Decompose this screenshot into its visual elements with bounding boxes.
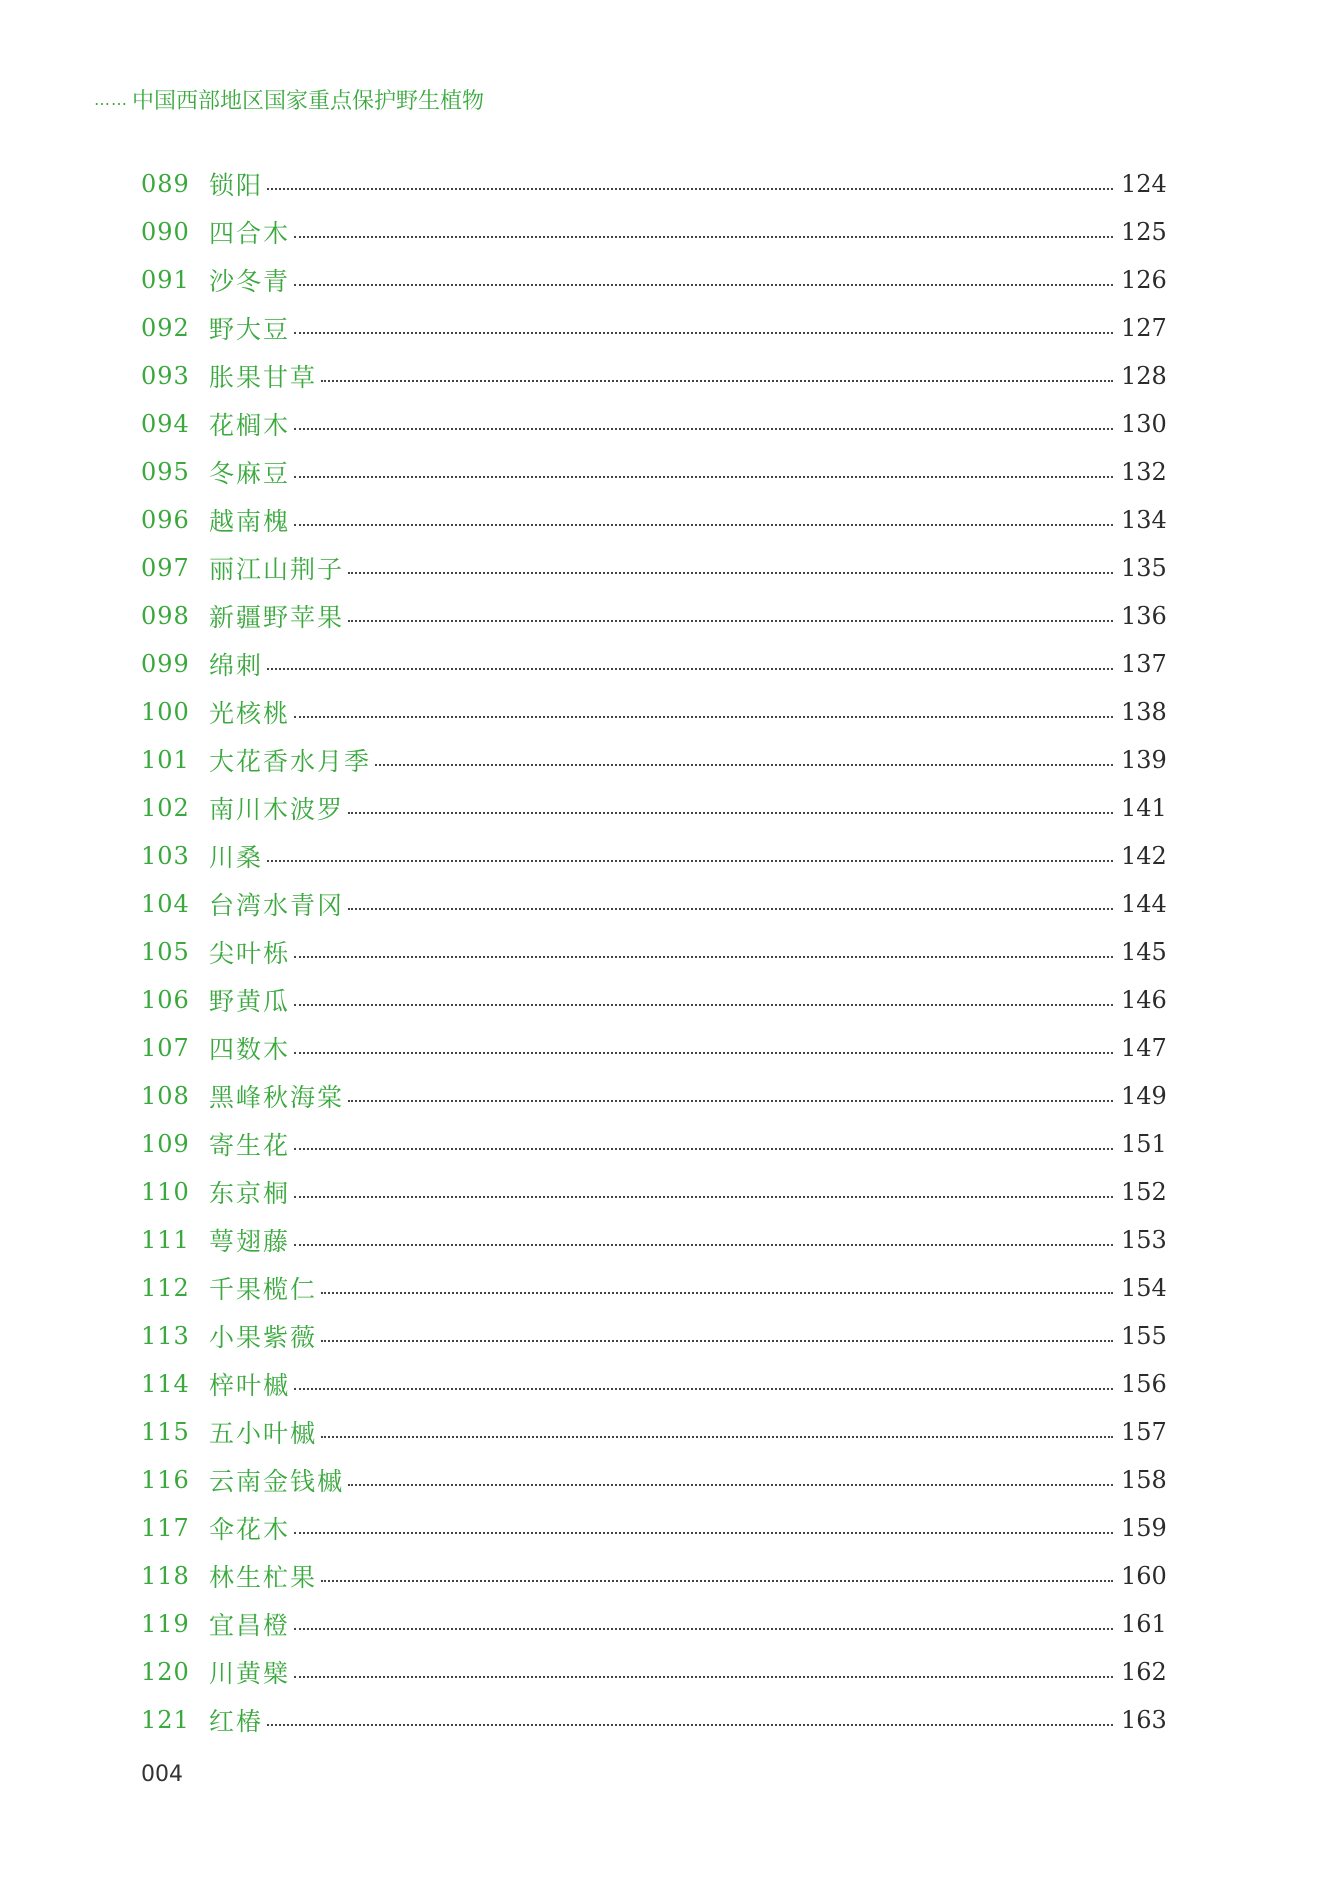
toc-entry-number: 090 xyxy=(141,218,190,246)
book-title: 中国西部地区国家重点保护野生植物 xyxy=(132,89,485,114)
toc-entry-number: 113 xyxy=(141,1322,190,1350)
toc-entry[interactable] xyxy=(141,928,1165,976)
dot-leader xyxy=(375,764,1113,766)
toc-entry-title: 尖叶栎 xyxy=(209,939,291,968)
toc-entry-title: 新疆野苹果 xyxy=(209,603,345,632)
toc-entry-title: 四数木 xyxy=(209,1035,291,1064)
toc-entry-number: 102 xyxy=(141,794,190,822)
toc-entry[interactable] xyxy=(141,1648,1165,1696)
dot-leader xyxy=(294,1052,1113,1054)
toc-entry-page: 157 xyxy=(1121,1418,1167,1446)
toc-entry-page: 142 xyxy=(1121,842,1167,870)
toc-entry-number: 119 xyxy=(141,1610,190,1638)
toc-entry[interactable] xyxy=(141,1504,1165,1552)
toc-entry-page: 151 xyxy=(1121,1130,1167,1158)
toc-entry-number: 091 xyxy=(141,266,190,294)
toc-entry-title: 光核桃 xyxy=(209,699,291,728)
toc-entry-page: 134 xyxy=(1121,506,1167,534)
toc-entry[interactable] xyxy=(141,1552,1165,1600)
toc-entry[interactable] xyxy=(141,304,1165,352)
toc-entry-page: 128 xyxy=(1121,362,1167,390)
toc-entry-page: 137 xyxy=(1121,650,1167,678)
toc-entry-page: 130 xyxy=(1121,410,1167,438)
toc-entry-page: 155 xyxy=(1121,1322,1167,1350)
toc-entry-page: 162 xyxy=(1121,1658,1167,1686)
toc-entry[interactable] xyxy=(141,208,1165,256)
toc-entry-page: 149 xyxy=(1121,1082,1167,1110)
dot-leader xyxy=(267,188,1113,190)
toc-entry[interactable] xyxy=(141,1456,1165,1504)
dot-leader xyxy=(294,1244,1113,1246)
toc-entry[interactable] xyxy=(141,160,1165,208)
dot-leader xyxy=(294,476,1113,478)
toc-entry[interactable] xyxy=(141,496,1165,544)
toc-entry-number: 107 xyxy=(141,1034,190,1062)
toc-entry-title: 梓叶槭 xyxy=(209,1371,291,1400)
toc-entry-page: 127 xyxy=(1121,314,1167,342)
dot-leader xyxy=(294,1004,1113,1006)
toc-entry[interactable] xyxy=(141,592,1165,640)
toc-entry-number: 105 xyxy=(141,938,190,966)
toc-entry-title: 林生杧果 xyxy=(209,1563,318,1592)
toc-entry[interactable] xyxy=(141,736,1165,784)
dot-leader xyxy=(348,812,1113,814)
dot-leader xyxy=(348,1100,1113,1102)
toc-entry[interactable] xyxy=(141,256,1165,304)
toc-entry-page: 144 xyxy=(1121,890,1167,918)
dot-leader xyxy=(294,284,1113,286)
toc-entry-page: 141 xyxy=(1121,794,1167,822)
dot-leader xyxy=(348,908,1113,910)
toc-entry-title: 冬麻豆 xyxy=(209,459,291,488)
toc-entry[interactable] xyxy=(141,400,1165,448)
toc-entry[interactable] xyxy=(141,1216,1165,1264)
toc-entry-title: 川桑 xyxy=(209,843,264,872)
dot-leader xyxy=(294,1196,1113,1198)
toc-entry-title: 伞花木 xyxy=(209,1515,291,1544)
dot-leader xyxy=(294,236,1113,238)
toc-entry-number: 118 xyxy=(141,1562,190,1590)
dot-leader xyxy=(294,1676,1113,1678)
toc-entry-title: 锁阳 xyxy=(209,171,264,200)
toc-entry-page: 145 xyxy=(1121,938,1167,966)
page-number: 004 xyxy=(141,1762,183,1787)
toc-entry-title: 大花香水月季 xyxy=(209,747,372,776)
dot-leader xyxy=(294,956,1113,958)
toc-entry-number: 108 xyxy=(141,1082,190,1110)
toc-entry-page: 138 xyxy=(1121,698,1167,726)
toc-entry-title: 绵刺 xyxy=(209,651,264,680)
toc-entry-number: 117 xyxy=(141,1514,190,1542)
dot-leader xyxy=(294,716,1113,718)
toc-entry-number: 110 xyxy=(141,1178,190,1206)
toc-entry-number: 115 xyxy=(141,1418,190,1446)
toc-entry-page: 125 xyxy=(1121,218,1167,246)
toc-entry-number: 116 xyxy=(141,1466,190,1494)
toc-entry-title: 东京桐 xyxy=(209,1179,291,1208)
toc-entry-number: 121 xyxy=(141,1706,190,1734)
toc-entry-number: 103 xyxy=(141,842,190,870)
dot-leader xyxy=(321,380,1113,382)
dot-leader xyxy=(294,524,1113,526)
toc-entry[interactable] xyxy=(141,1408,1165,1456)
toc-entry-title: 花榈木 xyxy=(209,411,291,440)
toc-entry[interactable] xyxy=(141,1168,1165,1216)
toc-entry-number: 104 xyxy=(141,890,190,918)
toc-entry-page: 135 xyxy=(1121,554,1167,582)
toc-entry-title: 萼翅藤 xyxy=(209,1227,291,1256)
toc-entry-page: 161 xyxy=(1121,1610,1167,1638)
dot-leader xyxy=(321,1340,1113,1342)
toc-entry-page: 124 xyxy=(1121,170,1167,198)
header-dots: …… xyxy=(94,90,128,109)
toc-entry-title: 四合木 xyxy=(209,219,291,248)
toc-entry-title: 寄生花 xyxy=(209,1131,291,1160)
toc-entry-number: 106 xyxy=(141,986,190,1014)
toc-entry[interactable] xyxy=(141,832,1165,880)
toc-entry[interactable] xyxy=(141,1600,1165,1648)
running-header xyxy=(94,85,484,117)
dot-leader xyxy=(267,668,1113,670)
toc-entry[interactable] xyxy=(141,1024,1165,1072)
toc-entry-page: 146 xyxy=(1121,986,1167,1014)
dot-leader xyxy=(348,1484,1113,1486)
toc-entry-number: 094 xyxy=(141,410,190,438)
dot-leader xyxy=(321,1436,1113,1438)
toc-entry-title: 南川木波罗 xyxy=(209,795,345,824)
toc-entry-title: 黑峰秋海棠 xyxy=(209,1083,345,1112)
toc-entry[interactable] xyxy=(141,784,1165,832)
toc-entry[interactable] xyxy=(141,1264,1165,1312)
toc-entry-title: 台湾水青冈 xyxy=(209,891,345,920)
toc-entry[interactable] xyxy=(141,1312,1165,1360)
toc-entry-number: 101 xyxy=(141,746,190,774)
dot-leader xyxy=(348,572,1113,574)
dot-leader xyxy=(321,1292,1113,1294)
dot-leader xyxy=(267,1724,1113,1726)
toc-entry-title: 千果榄仁 xyxy=(209,1275,318,1304)
toc-entry-title: 宜昌橙 xyxy=(209,1611,291,1640)
toc-entry[interactable] xyxy=(141,1072,1165,1120)
toc-entry-page: 160 xyxy=(1121,1562,1167,1590)
toc-entry-number: 095 xyxy=(141,458,190,486)
dot-leader xyxy=(267,860,1113,862)
toc-entry-page: 147 xyxy=(1121,1034,1167,1062)
toc-entry-title: 川黄檗 xyxy=(209,1659,291,1688)
dot-leader xyxy=(348,620,1113,622)
toc-entry[interactable] xyxy=(141,688,1165,736)
toc-entry-page: 152 xyxy=(1121,1178,1167,1206)
toc-entry-title: 小果紫薇 xyxy=(209,1323,318,1352)
dot-leader xyxy=(294,332,1113,334)
toc-entry-page: 153 xyxy=(1121,1226,1167,1254)
toc-entry-number: 120 xyxy=(141,1658,190,1686)
toc-entry-number: 100 xyxy=(141,698,190,726)
toc-entry[interactable] xyxy=(141,880,1165,928)
toc-entry-title: 云南金钱槭 xyxy=(209,1467,345,1496)
toc-entry-number: 111 xyxy=(141,1226,190,1254)
toc-entry[interactable] xyxy=(141,448,1165,496)
toc-entry-number: 112 xyxy=(141,1274,190,1302)
toc-entry-number: 093 xyxy=(141,362,190,390)
toc-entry-title: 红椿 xyxy=(209,1707,264,1736)
toc-entry-page: 159 xyxy=(1121,1514,1167,1542)
toc-entry-title: 五小叶槭 xyxy=(209,1419,318,1448)
toc-entry-title: 野黄瓜 xyxy=(209,987,291,1016)
toc-entry-title: 野大豆 xyxy=(209,315,291,344)
toc-entry-number: 097 xyxy=(141,554,190,582)
dot-leader xyxy=(294,428,1113,430)
toc-entry-page: 139 xyxy=(1121,746,1167,774)
dot-leader xyxy=(294,1148,1113,1150)
toc-entry-number: 099 xyxy=(141,650,190,678)
table-of-contents xyxy=(141,160,1165,1744)
toc-entry[interactable] xyxy=(141,1696,1165,1744)
toc-entry[interactable] xyxy=(141,1120,1165,1168)
dot-leader xyxy=(294,1388,1113,1390)
toc-entry-page: 158 xyxy=(1121,1466,1167,1494)
toc-entry-number: 114 xyxy=(141,1370,190,1398)
toc-entry[interactable] xyxy=(141,640,1165,688)
toc-entry-page: 154 xyxy=(1121,1274,1167,1302)
dot-leader xyxy=(294,1532,1113,1534)
toc-entry[interactable] xyxy=(141,352,1165,400)
toc-entry-page: 156 xyxy=(1121,1370,1167,1398)
toc-entry-title: 丽江山荆子 xyxy=(209,555,345,584)
toc-entry-number: 096 xyxy=(141,506,190,534)
toc-entry[interactable] xyxy=(141,544,1165,592)
toc-entry-page: 132 xyxy=(1121,458,1167,486)
toc-entry-title: 越南槐 xyxy=(209,507,291,536)
toc-entry-page: 126 xyxy=(1121,266,1167,294)
toc-entry-title: 胀果甘草 xyxy=(209,363,318,392)
toc-entry[interactable] xyxy=(141,976,1165,1024)
toc-entry-number: 098 xyxy=(141,602,190,630)
dot-leader xyxy=(294,1628,1113,1630)
toc-entry-page: 163 xyxy=(1121,1706,1167,1734)
dot-leader xyxy=(321,1580,1113,1582)
toc-entry-title: 沙冬青 xyxy=(209,267,291,296)
toc-entry[interactable] xyxy=(141,1360,1165,1408)
toc-entry-page: 136 xyxy=(1121,602,1167,630)
toc-entry-number: 092 xyxy=(141,314,190,342)
toc-entry-number: 089 xyxy=(141,170,190,198)
toc-entry-number: 109 xyxy=(141,1130,190,1158)
